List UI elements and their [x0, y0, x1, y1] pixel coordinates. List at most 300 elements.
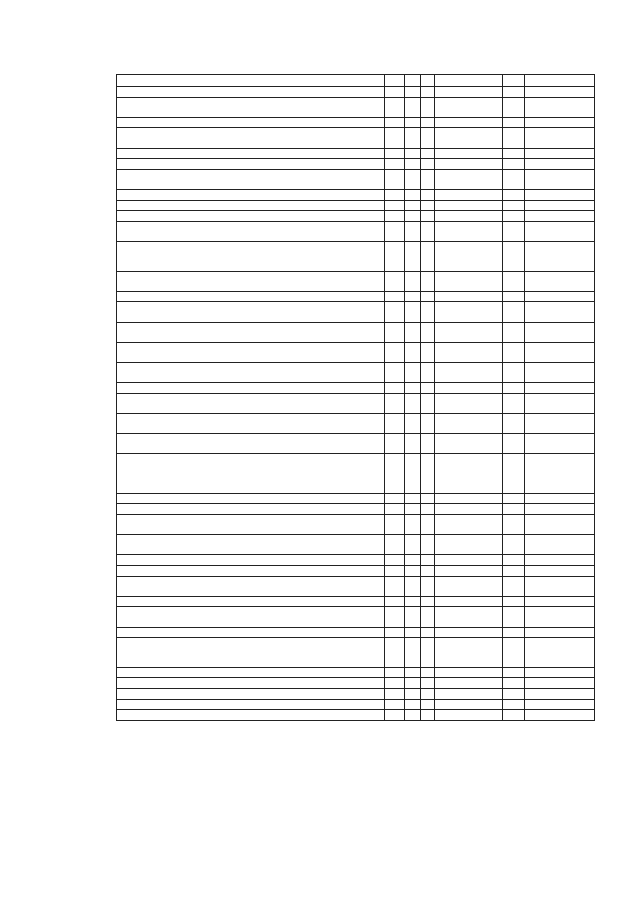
table-row	[117, 576, 595, 596]
section-code	[405, 596, 421, 607]
target-article-code	[435, 271, 503, 291]
section-code	[405, 504, 421, 515]
target-article-code	[435, 97, 503, 117]
section-code	[405, 221, 421, 241]
ministry-code	[385, 383, 405, 394]
item-name	[117, 493, 385, 504]
amount	[525, 383, 595, 394]
section-code	[405, 607, 421, 627]
ministry-code	[385, 117, 405, 128]
item-name	[117, 454, 385, 493]
table-row	[117, 565, 595, 576]
item-name	[117, 241, 385, 271]
target-article-code	[435, 291, 503, 302]
subsection-code	[421, 565, 435, 576]
amount	[525, 454, 595, 493]
amount	[525, 493, 595, 504]
ministry-code	[385, 97, 405, 117]
table-row	[117, 493, 595, 504]
target-article-code	[435, 710, 503, 721]
expense-type-code	[503, 667, 525, 678]
subsection-code	[421, 128, 435, 148]
item-name	[117, 148, 385, 159]
expense-type-code	[503, 189, 525, 200]
ministry-code	[385, 535, 405, 555]
target-article-code	[435, 514, 503, 534]
subsection-code	[421, 393, 435, 413]
subsection-code	[421, 200, 435, 211]
amount	[525, 504, 595, 515]
target-article-code	[435, 667, 503, 678]
expense-type-code	[503, 393, 525, 413]
ministry-code	[385, 363, 405, 383]
ministry-code	[385, 291, 405, 302]
section-code	[405, 241, 421, 271]
table-body	[117, 87, 595, 721]
expense-type-code	[503, 159, 525, 170]
item-name	[117, 291, 385, 302]
ministry-code	[385, 342, 405, 362]
table-row	[117, 383, 595, 394]
target-article-code	[435, 638, 503, 668]
subsection-code	[421, 241, 435, 271]
item-name	[117, 302, 385, 322]
table-row	[117, 128, 595, 148]
section-code	[405, 565, 421, 576]
item-name	[117, 638, 385, 668]
expense-type-code	[503, 596, 525, 607]
target-article-code	[435, 565, 503, 576]
item-name	[117, 383, 385, 394]
expense-type-code	[503, 211, 525, 222]
table-row	[117, 117, 595, 128]
expense-type-code	[503, 117, 525, 128]
subsection-code	[421, 363, 435, 383]
ministry-code	[385, 169, 405, 189]
ministry-code	[385, 200, 405, 211]
section-code	[405, 97, 421, 117]
table-row	[117, 87, 595, 98]
col-header-section	[405, 75, 421, 87]
item-name	[117, 414, 385, 434]
amount	[525, 87, 595, 98]
col-header-subsection	[421, 75, 435, 87]
item-name	[117, 678, 385, 689]
section-code	[405, 87, 421, 98]
ministry-code	[385, 211, 405, 222]
item-name	[117, 189, 385, 200]
subsection-code	[421, 678, 435, 689]
expense-type-code	[503, 699, 525, 710]
target-article-code	[435, 454, 503, 493]
amount	[525, 710, 595, 721]
amount	[525, 117, 595, 128]
target-article-code	[435, 169, 503, 189]
expense-type-code	[503, 414, 525, 434]
amount	[525, 667, 595, 678]
target-article-code	[435, 302, 503, 322]
target-article-code	[435, 414, 503, 434]
table-row	[117, 322, 595, 342]
item-name	[117, 200, 385, 211]
subsection-code	[421, 689, 435, 700]
amount	[525, 535, 595, 555]
col-header-name	[117, 75, 385, 87]
section-code	[405, 514, 421, 534]
amount	[525, 189, 595, 200]
amount	[525, 363, 595, 383]
target-article-code	[435, 555, 503, 566]
ministry-code	[385, 302, 405, 322]
table-row	[117, 221, 595, 241]
expense-type-code	[503, 555, 525, 566]
table-row	[117, 596, 595, 607]
table-row	[117, 291, 595, 302]
target-article-code	[435, 221, 503, 241]
expense-type-code	[503, 607, 525, 627]
amount	[525, 211, 595, 222]
target-article-code	[435, 87, 503, 98]
amount	[525, 514, 595, 534]
section-code	[405, 128, 421, 148]
target-article-code	[435, 627, 503, 638]
table-row	[117, 514, 595, 534]
section-code	[405, 393, 421, 413]
table-row	[117, 169, 595, 189]
table-row	[117, 454, 595, 493]
ministry-code	[385, 504, 405, 515]
amount	[525, 200, 595, 211]
subsection-code	[421, 117, 435, 128]
amount	[525, 241, 595, 271]
ministry-code	[385, 607, 405, 627]
target-article-code	[435, 678, 503, 689]
section-code	[405, 211, 421, 222]
table-row	[117, 271, 595, 291]
item-name	[117, 159, 385, 170]
item-name	[117, 169, 385, 189]
amount	[525, 414, 595, 434]
expense-type-code	[503, 322, 525, 342]
subsection-code	[421, 596, 435, 607]
section-code	[405, 434, 421, 454]
ministry-code	[385, 221, 405, 241]
table-row	[117, 667, 595, 678]
target-article-code	[435, 535, 503, 555]
section-code	[405, 291, 421, 302]
section-code	[405, 638, 421, 668]
target-article-code	[435, 393, 503, 413]
expense-type-code	[503, 363, 525, 383]
ministry-code	[385, 87, 405, 98]
amount	[525, 221, 595, 241]
target-article-code	[435, 211, 503, 222]
table-row	[117, 342, 595, 362]
target-article-code	[435, 504, 503, 515]
subsection-code	[421, 159, 435, 170]
item-name	[117, 576, 385, 596]
ministry-code	[385, 667, 405, 678]
amount	[525, 97, 595, 117]
table-row	[117, 699, 595, 710]
subsection-code	[421, 97, 435, 117]
ministry-code	[385, 678, 405, 689]
item-name	[117, 271, 385, 291]
amount	[525, 576, 595, 596]
section-code	[405, 159, 421, 170]
item-name	[117, 667, 385, 678]
expense-type-code	[503, 302, 525, 322]
table-row	[117, 189, 595, 200]
table-row	[117, 689, 595, 700]
ministry-code	[385, 189, 405, 200]
item-name	[117, 504, 385, 515]
target-article-code	[435, 128, 503, 148]
table-row	[117, 678, 595, 689]
amount	[525, 271, 595, 291]
section-code	[405, 576, 421, 596]
expense-type-code	[503, 627, 525, 638]
expense-type-code	[503, 169, 525, 189]
table-row	[117, 627, 595, 638]
subsection-code	[421, 504, 435, 515]
expense-type-code	[503, 97, 525, 117]
target-article-code	[435, 596, 503, 607]
section-code	[405, 493, 421, 504]
expense-type-code	[503, 87, 525, 98]
amount	[525, 699, 595, 710]
item-name	[117, 596, 385, 607]
section-code	[405, 667, 421, 678]
item-name	[117, 514, 385, 534]
subsection-code	[421, 271, 435, 291]
table-row	[117, 434, 595, 454]
table-row	[117, 97, 595, 117]
section-code	[405, 169, 421, 189]
table-row	[117, 555, 595, 566]
item-name	[117, 555, 385, 566]
table-row	[117, 241, 595, 271]
ministry-code	[385, 689, 405, 700]
expense-type-code	[503, 493, 525, 504]
expense-type-code	[503, 689, 525, 700]
section-code	[405, 189, 421, 200]
expense-type-code	[503, 148, 525, 159]
item-name	[117, 710, 385, 721]
item-name	[117, 689, 385, 700]
subsection-code	[421, 87, 435, 98]
subsection-code	[421, 414, 435, 434]
expense-type-code	[503, 434, 525, 454]
target-article-code	[435, 689, 503, 700]
col-header-ministry	[385, 75, 405, 87]
table-row	[117, 535, 595, 555]
ministry-code	[385, 271, 405, 291]
ministry-code	[385, 454, 405, 493]
amount	[525, 291, 595, 302]
amount	[525, 302, 595, 322]
section-code	[405, 627, 421, 638]
subsection-code	[421, 710, 435, 721]
item-name	[117, 117, 385, 128]
col-header-amount	[525, 75, 595, 87]
section-code	[405, 302, 421, 322]
expense-type-code	[503, 678, 525, 689]
table-row	[117, 414, 595, 434]
amount	[525, 555, 595, 566]
expense-type-code	[503, 565, 525, 576]
expense-type-code	[503, 221, 525, 241]
subsection-code	[421, 514, 435, 534]
expense-type-code	[503, 291, 525, 302]
expense-type-code	[503, 504, 525, 515]
target-article-code	[435, 576, 503, 596]
expense-type-code	[503, 454, 525, 493]
expense-type-code	[503, 576, 525, 596]
amount	[525, 342, 595, 362]
target-article-code	[435, 383, 503, 394]
ministry-code	[385, 322, 405, 342]
amount	[525, 689, 595, 700]
table-row	[117, 363, 595, 383]
subsection-code	[421, 454, 435, 493]
target-article-code	[435, 699, 503, 710]
section-code	[405, 535, 421, 555]
subsection-code	[421, 211, 435, 222]
expense-type-code	[503, 638, 525, 668]
item-name	[117, 128, 385, 148]
section-code	[405, 555, 421, 566]
expense-type-code	[503, 271, 525, 291]
section-code	[405, 383, 421, 394]
amount	[525, 627, 595, 638]
target-article-code	[435, 117, 503, 128]
col-header-expense-type	[503, 75, 525, 87]
ministry-code	[385, 638, 405, 668]
ministry-code	[385, 514, 405, 534]
table-row	[117, 710, 595, 721]
item-name	[117, 393, 385, 413]
target-article-code	[435, 607, 503, 627]
ministry-code	[385, 493, 405, 504]
item-name	[117, 607, 385, 627]
section-code	[405, 710, 421, 721]
item-name	[117, 97, 385, 117]
target-article-code	[435, 241, 503, 271]
subsection-code	[421, 607, 435, 627]
section-code	[405, 342, 421, 362]
item-name	[117, 87, 385, 98]
target-article-code	[435, 493, 503, 504]
ministry-code	[385, 159, 405, 170]
ministry-code	[385, 576, 405, 596]
ministry-code	[385, 128, 405, 148]
subsection-code	[421, 699, 435, 710]
subsection-code	[421, 302, 435, 322]
ministry-code	[385, 148, 405, 159]
section-code	[405, 454, 421, 493]
item-name	[117, 342, 385, 362]
expense-type-code	[503, 128, 525, 148]
item-name	[117, 322, 385, 342]
table-row	[117, 302, 595, 322]
target-article-code	[435, 342, 503, 362]
expense-type-code	[503, 383, 525, 394]
subsection-code	[421, 169, 435, 189]
col-header-target-article	[435, 75, 503, 87]
item-name	[117, 211, 385, 222]
subsection-code	[421, 221, 435, 241]
item-name	[117, 565, 385, 576]
expense-type-code	[503, 200, 525, 211]
table-header-row	[117, 75, 595, 87]
section-code	[405, 363, 421, 383]
amount	[525, 434, 595, 454]
section-code	[405, 322, 421, 342]
target-article-code	[435, 322, 503, 342]
item-name	[117, 627, 385, 638]
amount	[525, 159, 595, 170]
amount	[525, 393, 595, 413]
ministry-code	[385, 434, 405, 454]
subsection-code	[421, 493, 435, 504]
target-article-code	[435, 434, 503, 454]
table-row	[117, 393, 595, 413]
subsection-code	[421, 342, 435, 362]
subsection-code	[421, 535, 435, 555]
amount	[525, 607, 595, 627]
item-name	[117, 363, 385, 383]
section-code	[405, 271, 421, 291]
item-name	[117, 221, 385, 241]
table-row	[117, 200, 595, 211]
subsection-code	[421, 148, 435, 159]
amount	[525, 638, 595, 668]
amount	[525, 678, 595, 689]
table-row	[117, 638, 595, 668]
item-name	[117, 434, 385, 454]
ministry-code	[385, 710, 405, 721]
ministry-code	[385, 627, 405, 638]
table-row	[117, 211, 595, 222]
amount	[525, 322, 595, 342]
amount	[525, 148, 595, 159]
ministry-code	[385, 699, 405, 710]
table-row	[117, 504, 595, 515]
subsection-code	[421, 576, 435, 596]
target-article-code	[435, 159, 503, 170]
amount	[525, 596, 595, 607]
expense-type-code	[503, 535, 525, 555]
subsection-code	[421, 667, 435, 678]
expense-type-code	[503, 241, 525, 271]
amount	[525, 169, 595, 189]
subsection-code	[421, 383, 435, 394]
section-code	[405, 414, 421, 434]
subsection-code	[421, 291, 435, 302]
ministry-code	[385, 565, 405, 576]
section-code	[405, 689, 421, 700]
section-code	[405, 678, 421, 689]
expense-type-code	[503, 514, 525, 534]
subsection-code	[421, 638, 435, 668]
section-code	[405, 699, 421, 710]
ministry-code	[385, 414, 405, 434]
subsection-code	[421, 555, 435, 566]
subsection-code	[421, 627, 435, 638]
section-code	[405, 200, 421, 211]
table-row	[117, 159, 595, 170]
